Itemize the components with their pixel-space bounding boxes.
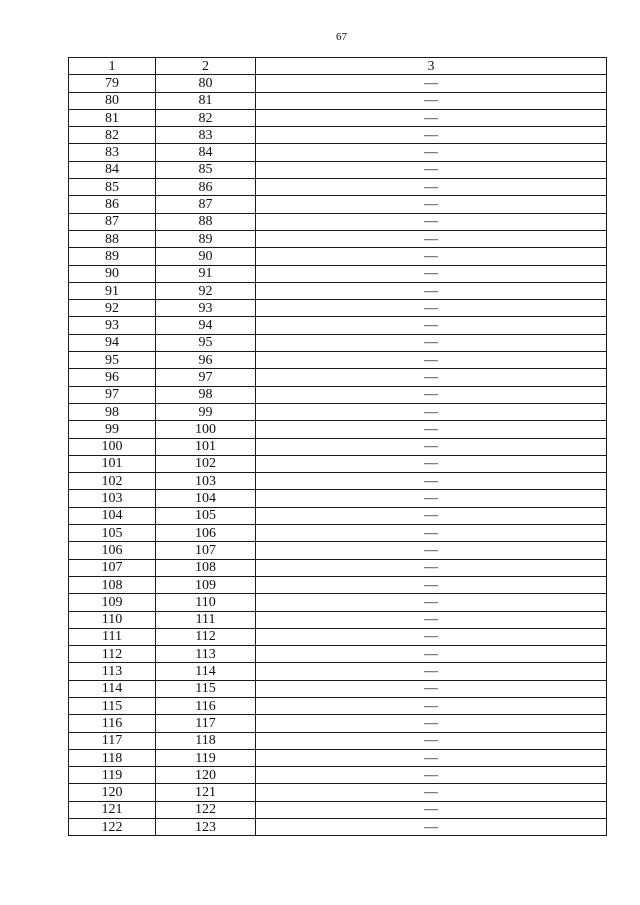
table-cell-col-1: 92 xyxy=(69,300,156,317)
table-row xyxy=(69,473,607,490)
table-cell-col-1: 81 xyxy=(69,109,156,126)
table-cell-col-3: — xyxy=(256,265,607,282)
table-cell-col-1: 112 xyxy=(69,646,156,663)
table-body xyxy=(69,75,607,836)
table-cell-col-1: 119 xyxy=(69,767,156,784)
table-cell-col-2: 87 xyxy=(156,196,256,213)
table-cell-col-2: 113 xyxy=(156,646,256,663)
table-cell-col-2: 82 xyxy=(156,109,256,126)
table-cell-col-2: 96 xyxy=(156,352,256,369)
table-cell-col-3: — xyxy=(256,369,607,386)
table-row xyxy=(69,525,607,542)
table-row xyxy=(69,196,607,213)
table-cell-col-2: 84 xyxy=(156,144,256,161)
table-cell-col-3: — xyxy=(256,784,607,801)
table-cell-col-1: 93 xyxy=(69,317,156,334)
table-cell-col-3: — xyxy=(256,179,607,196)
table-row xyxy=(69,611,607,628)
table-row xyxy=(69,421,607,438)
table-cell-col-2: 104 xyxy=(156,490,256,507)
table-cell-col-1: 120 xyxy=(69,784,156,801)
table-row xyxy=(69,317,607,334)
table-cell-col-1: 79 xyxy=(69,75,156,92)
table-header xyxy=(69,58,607,75)
table-cell-col-2: 81 xyxy=(156,92,256,109)
table-cell-col-3: — xyxy=(256,144,607,161)
table-cell-col-1: 108 xyxy=(69,576,156,593)
table-cell-col-3: — xyxy=(256,196,607,213)
table-cell-col-3: — xyxy=(256,92,607,109)
table-cell-col-3: — xyxy=(256,317,607,334)
table-row xyxy=(69,213,607,230)
table-cell-col-3: — xyxy=(256,732,607,749)
table-cell-col-1: 91 xyxy=(69,282,156,299)
table-row xyxy=(69,455,607,472)
table-cell-col-3: — xyxy=(256,559,607,576)
table-cell-col-1: 87 xyxy=(69,213,156,230)
table-cell-col-3: — xyxy=(256,248,607,265)
table-cell-col-3: — xyxy=(256,421,607,438)
table-row xyxy=(69,300,607,317)
table-cell-col-1: 94 xyxy=(69,334,156,351)
table-cell-col-2: 100 xyxy=(156,421,256,438)
table-cell-col-2: 112 xyxy=(156,628,256,645)
table-cell-col-2: 97 xyxy=(156,369,256,386)
table-cell-col-3: — xyxy=(256,542,607,559)
table-cell-col-1: 83 xyxy=(69,144,156,161)
table-cell-col-2: 98 xyxy=(156,386,256,403)
table-row xyxy=(69,680,607,697)
table-cell-col-1: 111 xyxy=(69,628,156,645)
table-cell-col-2: 115 xyxy=(156,680,256,697)
table-cell-col-1: 86 xyxy=(69,196,156,213)
data-table xyxy=(68,57,607,836)
table-cell-col-2: 94 xyxy=(156,317,256,334)
table-cell-col-3: — xyxy=(256,386,607,403)
table-row xyxy=(69,576,607,593)
table-cell-col-2: 108 xyxy=(156,559,256,576)
table-cell-col-2: 83 xyxy=(156,127,256,144)
table-cell-col-3: — xyxy=(256,109,607,126)
table-cell-col-1: 104 xyxy=(69,507,156,524)
table-cell-col-1: 90 xyxy=(69,265,156,282)
table-cell-col-2: 89 xyxy=(156,230,256,247)
table-cell-col-2: 111 xyxy=(156,611,256,628)
table-cell-col-3: — xyxy=(256,767,607,784)
table-cell-col-1: 99 xyxy=(69,421,156,438)
table-cell-col-3: — xyxy=(256,715,607,732)
table-cell-col-2: 101 xyxy=(156,438,256,455)
table-cell-col-3: — xyxy=(256,300,607,317)
table-cell-col-2: 116 xyxy=(156,697,256,714)
table-row xyxy=(69,265,607,282)
table-cell-col-3: — xyxy=(256,490,607,507)
table-row xyxy=(69,767,607,784)
table-row xyxy=(69,369,607,386)
table-row xyxy=(69,663,607,680)
table-cell-col-2: 85 xyxy=(156,161,256,178)
table-cell-col-1: 113 xyxy=(69,663,156,680)
table-cell-col-2: 119 xyxy=(156,749,256,766)
column-header-3: 3 xyxy=(256,58,607,75)
table-cell-col-3: — xyxy=(256,161,607,178)
table-cell-col-2: 117 xyxy=(156,715,256,732)
table-row xyxy=(69,801,607,818)
table-row xyxy=(69,542,607,559)
table-cell-col-3: — xyxy=(256,749,607,766)
table-cell-col-3: — xyxy=(256,213,607,230)
table-cell-col-1: 115 xyxy=(69,697,156,714)
table-cell-col-2: 86 xyxy=(156,179,256,196)
table-cell-col-3: — xyxy=(256,334,607,351)
table-cell-col-2: 99 xyxy=(156,403,256,420)
table-cell-col-3: — xyxy=(256,403,607,420)
table-cell-col-1: 95 xyxy=(69,352,156,369)
table-row xyxy=(69,92,607,109)
table-cell-col-3: — xyxy=(256,697,607,714)
table-cell-col-2: 107 xyxy=(156,542,256,559)
table-cell-col-1: 122 xyxy=(69,819,156,836)
table-cell-col-1: 105 xyxy=(69,525,156,542)
table-row xyxy=(69,127,607,144)
table-cell-col-1: 96 xyxy=(69,369,156,386)
header-row xyxy=(69,58,607,75)
table-cell-col-1: 82 xyxy=(69,127,156,144)
table-cell-col-1: 121 xyxy=(69,801,156,818)
table-cell-col-1: 98 xyxy=(69,403,156,420)
table-cell-col-3: — xyxy=(256,611,607,628)
table-row xyxy=(69,334,607,351)
table-cell-col-3: — xyxy=(256,507,607,524)
table-cell-col-2: 106 xyxy=(156,525,256,542)
table-row xyxy=(69,248,607,265)
table-cell-col-3: — xyxy=(256,525,607,542)
table-row xyxy=(69,697,607,714)
table-row xyxy=(69,784,607,801)
table-row xyxy=(69,490,607,507)
table-row xyxy=(69,628,607,645)
table-row xyxy=(69,559,607,576)
table-cell-col-3: — xyxy=(256,663,607,680)
table-cell-col-2: 121 xyxy=(156,784,256,801)
table-cell-col-3: — xyxy=(256,801,607,818)
table-cell-col-3: — xyxy=(256,646,607,663)
column-header-1: 1 xyxy=(69,58,156,75)
table-cell-col-3: — xyxy=(256,127,607,144)
table-row xyxy=(69,403,607,420)
table-cell-col-1: 84 xyxy=(69,161,156,178)
table-cell-col-1: 110 xyxy=(69,611,156,628)
table-cell-col-3: — xyxy=(256,438,607,455)
table-cell-col-2: 103 xyxy=(156,473,256,490)
table-cell-col-1: 97 xyxy=(69,386,156,403)
table-cell-col-3: — xyxy=(256,473,607,490)
table-row xyxy=(69,230,607,247)
table-cell-col-1: 106 xyxy=(69,542,156,559)
table-cell-col-2: 93 xyxy=(156,300,256,317)
table-cell-col-2: 91 xyxy=(156,265,256,282)
table-cell-col-1: 107 xyxy=(69,559,156,576)
table-row xyxy=(69,75,607,92)
table-row xyxy=(69,386,607,403)
table-cell-col-2: 110 xyxy=(156,594,256,611)
column-header-2: 2 xyxy=(156,58,256,75)
table-row xyxy=(69,507,607,524)
table-row xyxy=(69,282,607,299)
table-row xyxy=(69,109,607,126)
table-cell-col-2: 120 xyxy=(156,767,256,784)
table-cell-col-1: 114 xyxy=(69,680,156,697)
table-row xyxy=(69,179,607,196)
table-cell-col-1: 80 xyxy=(69,92,156,109)
table-row xyxy=(69,352,607,369)
table-cell-col-2: 118 xyxy=(156,732,256,749)
table-cell-col-2: 123 xyxy=(156,819,256,836)
table-row xyxy=(69,715,607,732)
table-cell-col-1: 118 xyxy=(69,749,156,766)
table-cell-col-1: 89 xyxy=(69,248,156,265)
table-cell-col-2: 80 xyxy=(156,75,256,92)
table-row xyxy=(69,438,607,455)
table-cell-col-2: 95 xyxy=(156,334,256,351)
table-cell-col-3: — xyxy=(256,75,607,92)
table-row xyxy=(69,646,607,663)
page-number: 67 xyxy=(336,31,347,43)
table-cell-col-2: 88 xyxy=(156,213,256,230)
table-row xyxy=(69,144,607,161)
table-cell-col-1: 100 xyxy=(69,438,156,455)
table-cell-col-2: 90 xyxy=(156,248,256,265)
table-cell-col-3: — xyxy=(256,680,607,697)
table-cell-col-1: 101 xyxy=(69,455,156,472)
table-cell-col-3: — xyxy=(256,282,607,299)
table-row xyxy=(69,161,607,178)
table-row xyxy=(69,819,607,836)
table-cell-col-1: 88 xyxy=(69,230,156,247)
table-cell-col-2: 114 xyxy=(156,663,256,680)
table-cell-col-1: 102 xyxy=(69,473,156,490)
table-cell-col-3: — xyxy=(256,455,607,472)
table-cell-col-1: 109 xyxy=(69,594,156,611)
table-cell-col-1: 116 xyxy=(69,715,156,732)
table-cell-col-3: — xyxy=(256,594,607,611)
table-cell-col-3: — xyxy=(256,819,607,836)
table-cell-col-3: — xyxy=(256,628,607,645)
table-cell-col-2: 105 xyxy=(156,507,256,524)
table-cell-col-3: — xyxy=(256,230,607,247)
table-cell-col-2: 102 xyxy=(156,455,256,472)
table-cell-col-1: 103 xyxy=(69,490,156,507)
table-cell-col-2: 122 xyxy=(156,801,256,818)
table-cell-col-3: — xyxy=(256,576,607,593)
table-cell-col-3: — xyxy=(256,352,607,369)
table-row xyxy=(69,594,607,611)
table-cell-col-2: 92 xyxy=(156,282,256,299)
table-row xyxy=(69,732,607,749)
table-cell-col-2: 109 xyxy=(156,576,256,593)
table-cell-col-1: 117 xyxy=(69,732,156,749)
table-cell-col-1: 85 xyxy=(69,179,156,196)
table-row xyxy=(69,749,607,766)
